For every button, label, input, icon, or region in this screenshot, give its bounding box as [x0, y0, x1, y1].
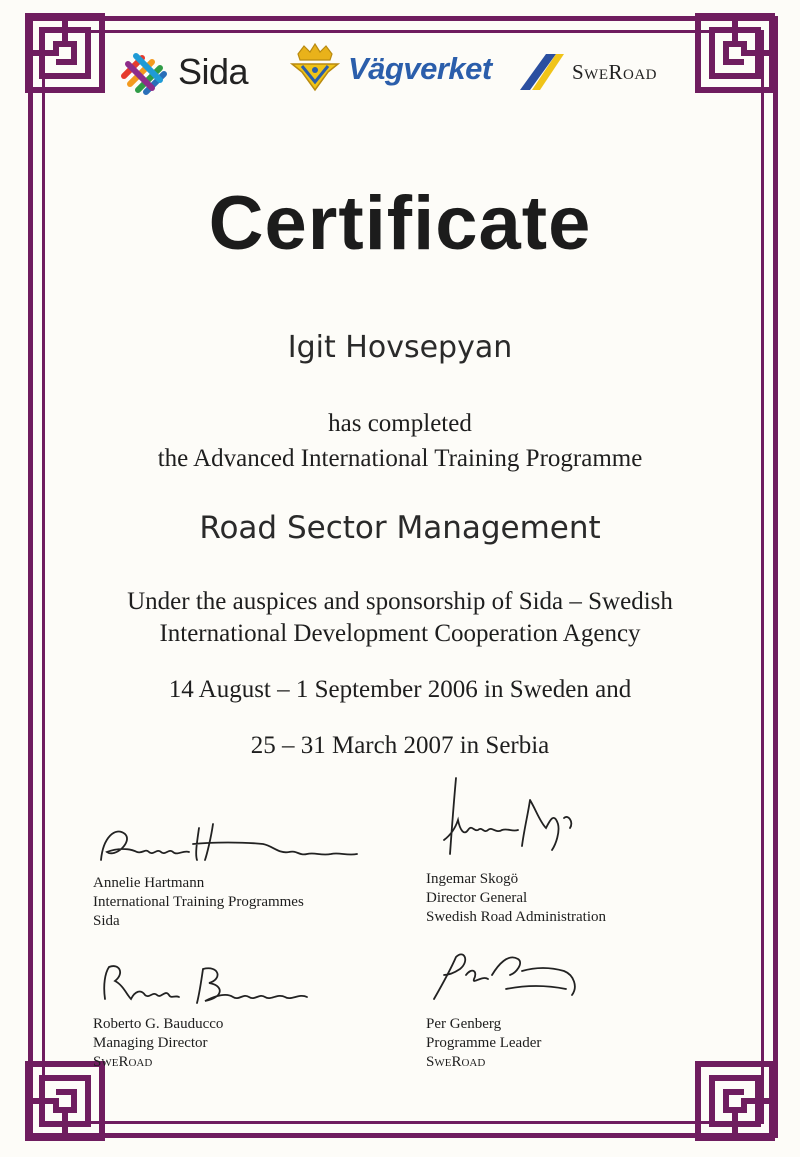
corner-knot-ornament — [692, 10, 778, 96]
signatory-name: Annelie Hartmann — [93, 875, 205, 891]
handwritten-signature — [426, 770, 706, 870]
handwritten-signature — [426, 945, 706, 1015]
sweroad-wordmark: SweRoad — [572, 59, 658, 84]
signature-block — [93, 955, 393, 1072]
auspices-line: Under the auspices and sponsorship of Sida – Swedish — [127, 588, 673, 615]
signatory-name: Roberto G. Bauducco — [93, 1016, 224, 1032]
vagverket-logo — [288, 42, 492, 96]
certificate-title: Certificate — [208, 181, 592, 266]
signatory-org: Sida — [93, 913, 120, 929]
crown-shield-icon — [288, 42, 342, 96]
corner-knot-ornament — [22, 10, 108, 96]
vagverket-wordmark: Vägverket — [348, 51, 492, 86]
sida-weave-icon — [118, 46, 170, 98]
signatory-org: Swedish Road Administration — [426, 909, 606, 925]
signatory-name: Ingemar Skogö — [426, 871, 519, 887]
completion-programme-line: the Advanced International Training Programme — [157, 445, 643, 472]
programme-name: Road Sector Management — [199, 510, 601, 546]
recipient-name: Igit Hovsepyan — [287, 330, 513, 365]
completion-line: has completed — [328, 410, 472, 437]
handwritten-signature — [93, 808, 373, 874]
signature-block — [93, 808, 393, 931]
signatory-role: Managing Director — [93, 1035, 208, 1051]
sida-logo — [118, 46, 248, 98]
signatory-name: Per Genberg — [426, 1016, 502, 1032]
signature-block — [426, 945, 726, 1072]
signatory-role: Programme Leader — [426, 1035, 542, 1051]
sida-wordmark: Sida — [178, 51, 249, 92]
dates-line: 25 – 31 March 2007 in Serbia — [250, 732, 550, 759]
signatory-role: Director General — [426, 890, 528, 906]
signatory-org: SweRoad — [93, 1054, 153, 1070]
signature-block — [426, 770, 726, 927]
auspices-line: International Development Cooperation Agency — [159, 620, 641, 647]
dates-line: 14 August – 1 September 2006 in Sweden and — [168, 676, 632, 703]
handwritten-signature — [93, 955, 373, 1015]
signatory-org: SweRoad — [426, 1054, 486, 1070]
sweroad-logo — [516, 52, 657, 92]
signatory-role: International Training Programmes — [93, 894, 304, 910]
sponsor-logos — [110, 38, 700, 106]
sweroad-stripe-icon — [516, 52, 566, 92]
